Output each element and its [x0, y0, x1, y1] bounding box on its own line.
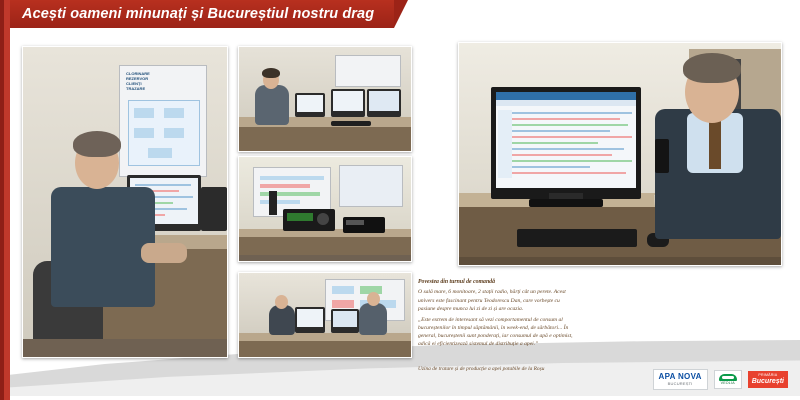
logo-veolia-text: VEOLIA	[720, 380, 735, 385]
page-title-tail	[394, 0, 408, 28]
logo-primaria-line1: PRIMĂRIA	[758, 372, 778, 377]
logo-primaria-bucuresti	[748, 371, 788, 388]
photo-radio-console	[238, 156, 412, 262]
caption-paragraph-1: O sală mare, 6 monitoare, 2 stații radio, hărți cât un perete. Acest univers este fascinant pentru Teodorescu Dan, care vorbește cu pasiune despre munca lui zi de zi și are ocazia.	[418, 289, 566, 312]
logo-apa-nova	[653, 369, 708, 390]
caption-heading: Povestea din turnul de comandă	[418, 279, 495, 285]
logo-primaria-line2: București	[751, 377, 784, 385]
caption-paragraph-2: „Este extrem de interesant să vezi comportamentul de consum al bucureștenilor în timpul săptămânii, în week-end, de sărbători... În general, bucureștenii sunt ponderați, iar consumul de apă e optimist, adică ei eficientizează sistemul de distribuție a apei.”	[418, 316, 573, 348]
left-spine	[0, 0, 10, 400]
bottom-rule	[10, 396, 800, 400]
caption-block	[418, 278, 578, 351]
veolia-mark-icon	[719, 374, 737, 381]
left-spine-shadow	[0, 0, 4, 400]
photo-credit: Uzina de tratare și de producție a apei potabile de la Roșu	[418, 366, 545, 372]
photo-control-room-wide	[238, 46, 412, 152]
page-title: Acești oameni minunați și Bucureștiul nostru drag	[22, 6, 375, 22]
logo-apa-nova-line2: BUCUREȘTI	[667, 381, 693, 386]
logo-veolia	[714, 370, 742, 390]
photo-operator-at-workstation: CLORINARE REZERVOR CLIENȚI TRAZARE	[22, 46, 228, 358]
photo-two-operators	[238, 272, 412, 358]
logo-apa-nova-line1: APA NOVA	[658, 372, 702, 381]
photo-dispatcher-portrait	[458, 42, 782, 266]
page-title-bar	[10, 0, 394, 28]
logo-row	[653, 369, 788, 390]
